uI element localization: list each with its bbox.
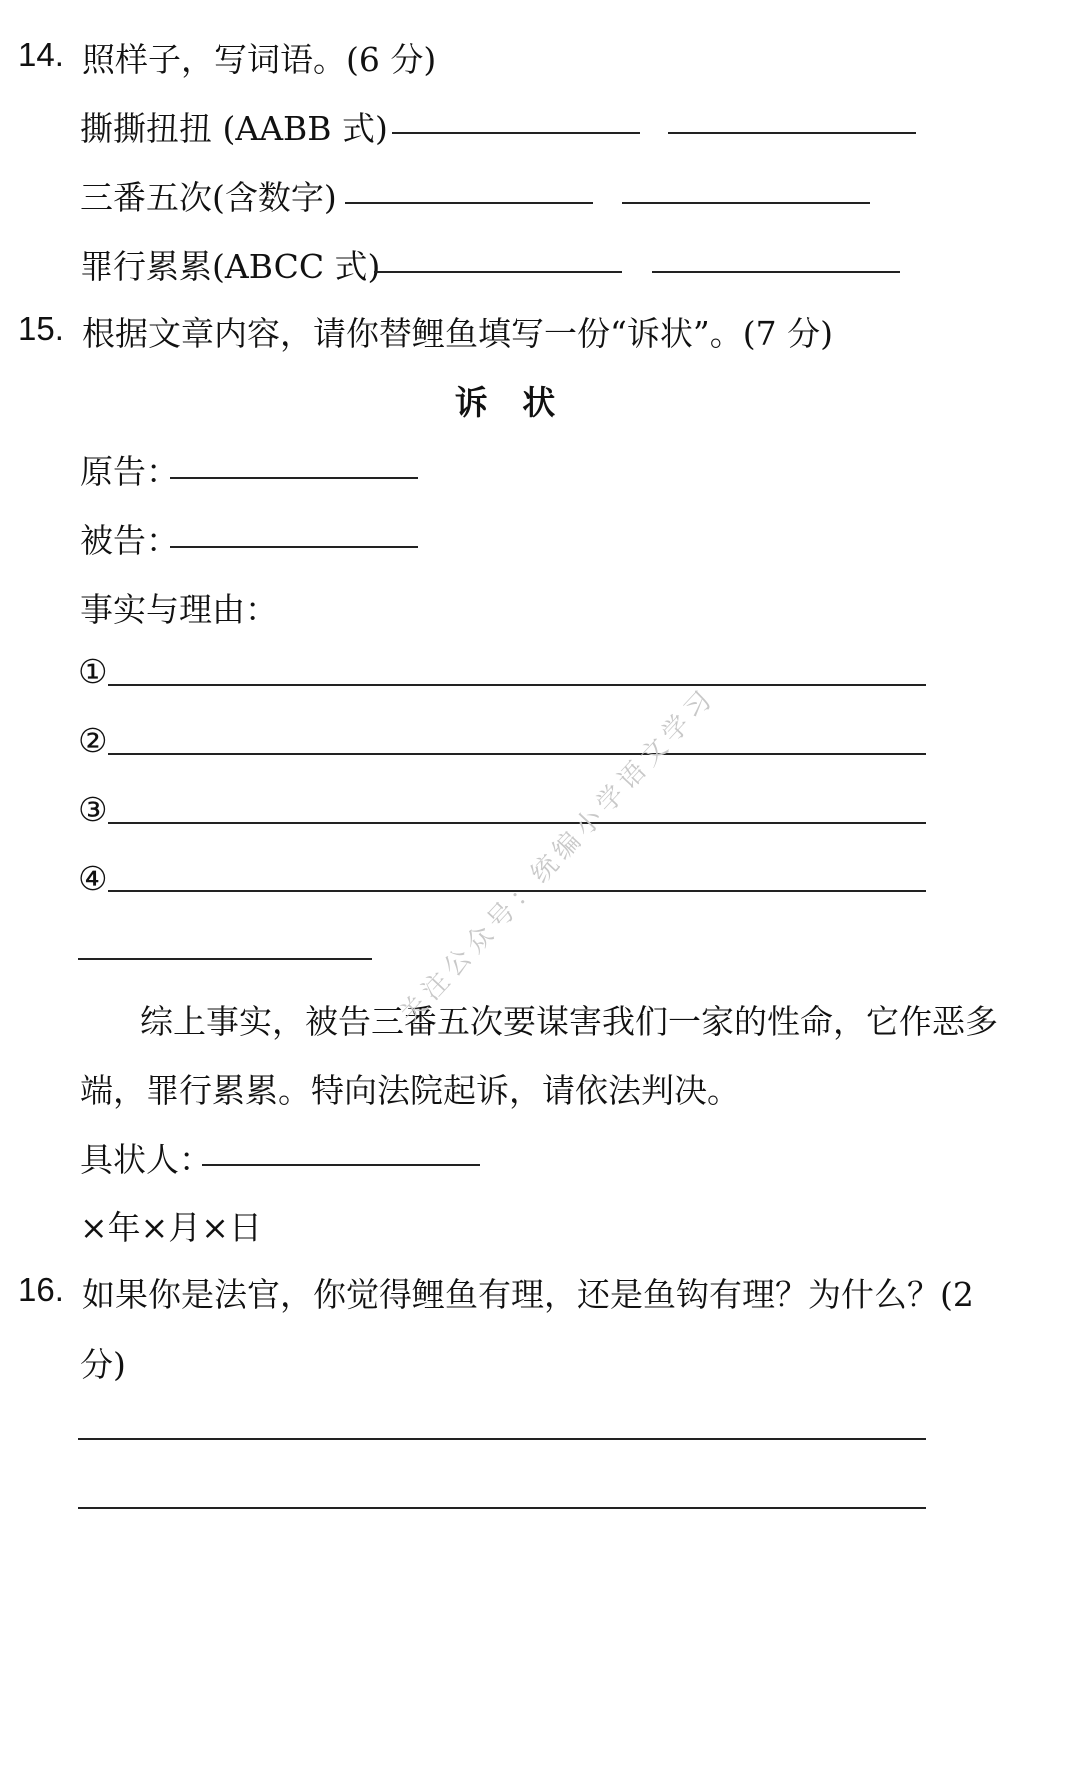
q16-prompt-line-2: 分) [80, 1345, 126, 1384]
form-title: 诉 状 [454, 383, 556, 422]
q14-item-1-answer-2[interactable] [668, 132, 916, 134]
defendant-label: 被告： [80, 521, 179, 560]
defendant-field[interactable] [170, 546, 418, 548]
q14-item-3-label: 罪行累累(ABCC 式) [80, 247, 381, 286]
fact-item-3-marker: ③ [78, 790, 108, 829]
fact-item-1-marker: ① [78, 652, 108, 691]
q16-answer-line-1[interactable] [78, 1438, 926, 1440]
fact-item-4-marker: ④ [78, 859, 108, 898]
fact-item-1-field[interactable] [108, 684, 926, 686]
conclusion-line-2: 端，罪行累累。特向法院起诉，请依法判决。 [80, 1071, 740, 1110]
fact-item-2-marker: ② [78, 721, 108, 760]
q15-number: 15. [18, 310, 64, 347]
q14-item-3-answer-1[interactable] [374, 271, 622, 273]
fact-continuation-field[interactable] [78, 958, 372, 960]
fact-item-3-field[interactable] [108, 822, 926, 824]
q14-item-3-answer-2[interactable] [652, 271, 900, 273]
q14-prompt: 照样子，写词语。(6 分) [82, 40, 437, 79]
q14-item-1-label: 撕撕扭扭 (AABB 式) [80, 109, 388, 148]
watermark-text: 关注公众号：统编小学语文学习 [394, 681, 722, 1030]
facts-label: 事实与理由： [80, 590, 278, 629]
q14-number: 14. [18, 36, 64, 73]
q16-number: 16. [18, 1271, 64, 1308]
fact-item-2-field[interactable] [108, 753, 926, 755]
q14-item-2-answer-1[interactable] [345, 202, 593, 204]
plaintiff-field[interactable] [170, 477, 418, 479]
conclusion-line-1: 综上事实，被告三番五次要谋害我们一家的性命，它作恶多 [140, 1002, 998, 1041]
date-text: ×年×月×日 [80, 1208, 262, 1247]
signer-field[interactable] [202, 1164, 480, 1166]
q16-prompt-line-1: 如果你是法官，你觉得鲤鱼有理，还是鱼钩有理？为什么？(2 [82, 1275, 974, 1314]
q14-item-1-answer-1[interactable] [392, 132, 640, 134]
plaintiff-label: 原告： [80, 452, 179, 491]
q15-prompt: 根据文章内容，请你替鲤鱼填写一份“诉状”。(7 分) [82, 314, 833, 353]
q14-item-2-answer-2[interactable] [622, 202, 870, 204]
signer-label: 具状人： [80, 1140, 212, 1179]
q16-answer-line-2[interactable] [78, 1507, 926, 1509]
q14-item-2-label: 三番五次(含数字) [80, 178, 337, 217]
